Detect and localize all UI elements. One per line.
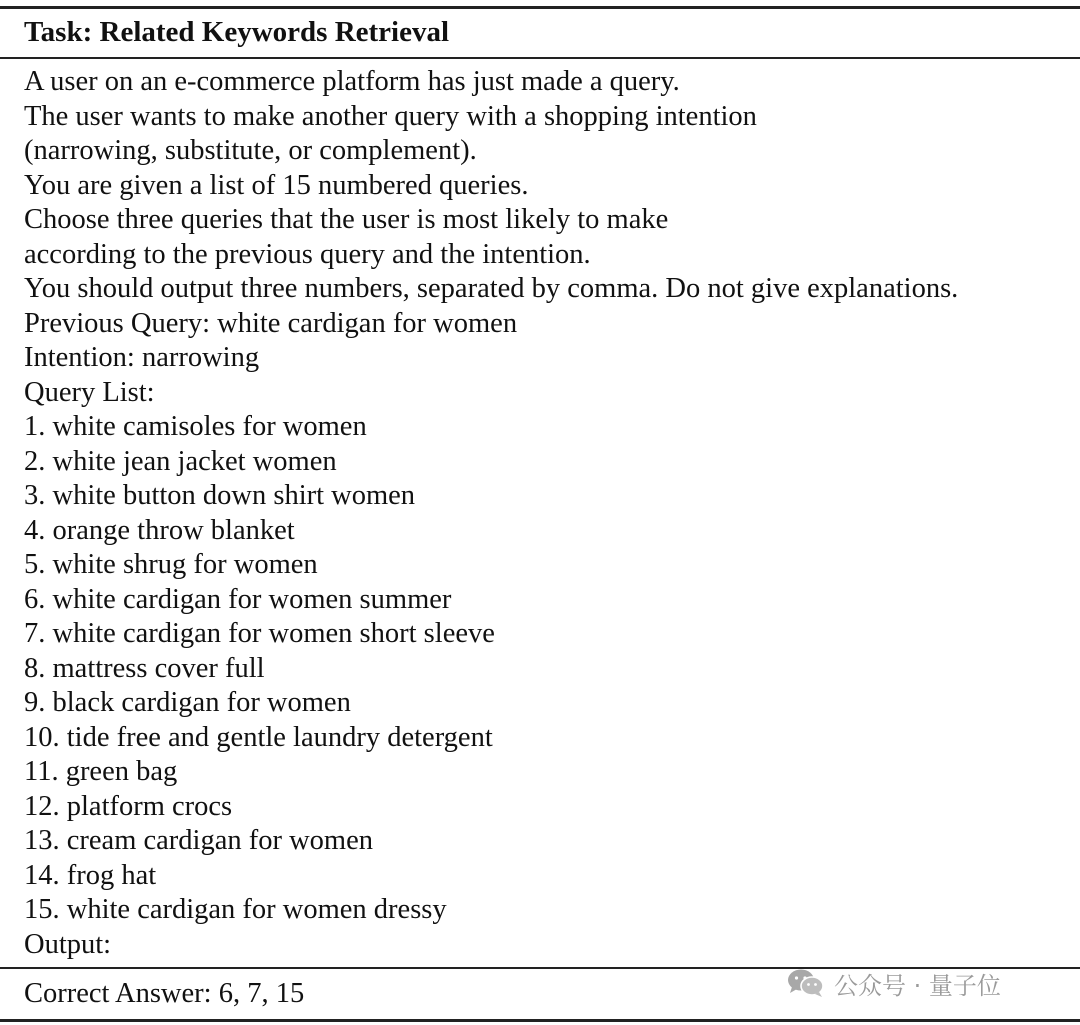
instruction-line: A user on an e-commerce platform has just made a query. (24, 66, 680, 97)
query-item: 4. orange throw blanket (24, 514, 295, 546)
query-item: 14. frog hat (24, 859, 157, 891)
query-item: 15. white cardigan for women dressy (24, 894, 447, 925)
watermark (786, 966, 1001, 1000)
query-item: 6. white cardigan for women summer (24, 583, 452, 615)
task-title: Task: Related Keywords Retrieval (24, 16, 450, 48)
query-item: 12. platform crocs (24, 790, 233, 822)
query-item: 3. white button down shirt women (24, 480, 416, 511)
bottom-rule (0, 1019, 1080, 1022)
query-item: 11. green bag (24, 756, 178, 787)
query-item: 8. mattress cover full (24, 652, 265, 684)
query-item: 10. tide free and gentle laundry detergent (24, 721, 493, 753)
instruction-line: You are given a list of 15 numbered queries. (24, 169, 529, 201)
instruction-line: according to the previous query and the intention. (24, 238, 591, 270)
query-item: 7. white cardigan for women short sleeve (24, 618, 495, 649)
instruction-line: Choose three queries that the user is most likely to make (24, 204, 669, 235)
query-item: 13. cream cardigan for women (24, 825, 373, 856)
watermark-text: 公众号 · 量子位 (834, 971, 1001, 1000)
previous-query-line: Previous Query: white cardigan for women (24, 307, 518, 339)
correct-answer: Correct Answer: 6, 7, 15 (24, 978, 305, 1009)
query-list-heading: Query List: (24, 376, 155, 408)
prompt-body (24, 65, 958, 962)
query-item: 1. white camisoles for women (24, 411, 367, 442)
instruction-line: You should output three numbers, separated by comma. Do not give explanations. (24, 273, 959, 304)
top-rule (0, 6, 1080, 9)
header-rule (0, 57, 1080, 59)
instruction-line: The user wants to make another query with a shopping intention (24, 100, 757, 132)
instruction-line: (narrowing, substitute, or complement). (24, 135, 477, 166)
query-item: 5. white shrug for women (24, 549, 318, 580)
wechat-icon (786, 967, 826, 999)
output-label: Output: (24, 928, 112, 960)
query-item: 2. white jean jacket women (24, 445, 337, 477)
intention-line: Intention: narrowing (24, 342, 260, 373)
query-list (24, 410, 958, 928)
query-item: 9. black cardigan for women (24, 687, 351, 718)
